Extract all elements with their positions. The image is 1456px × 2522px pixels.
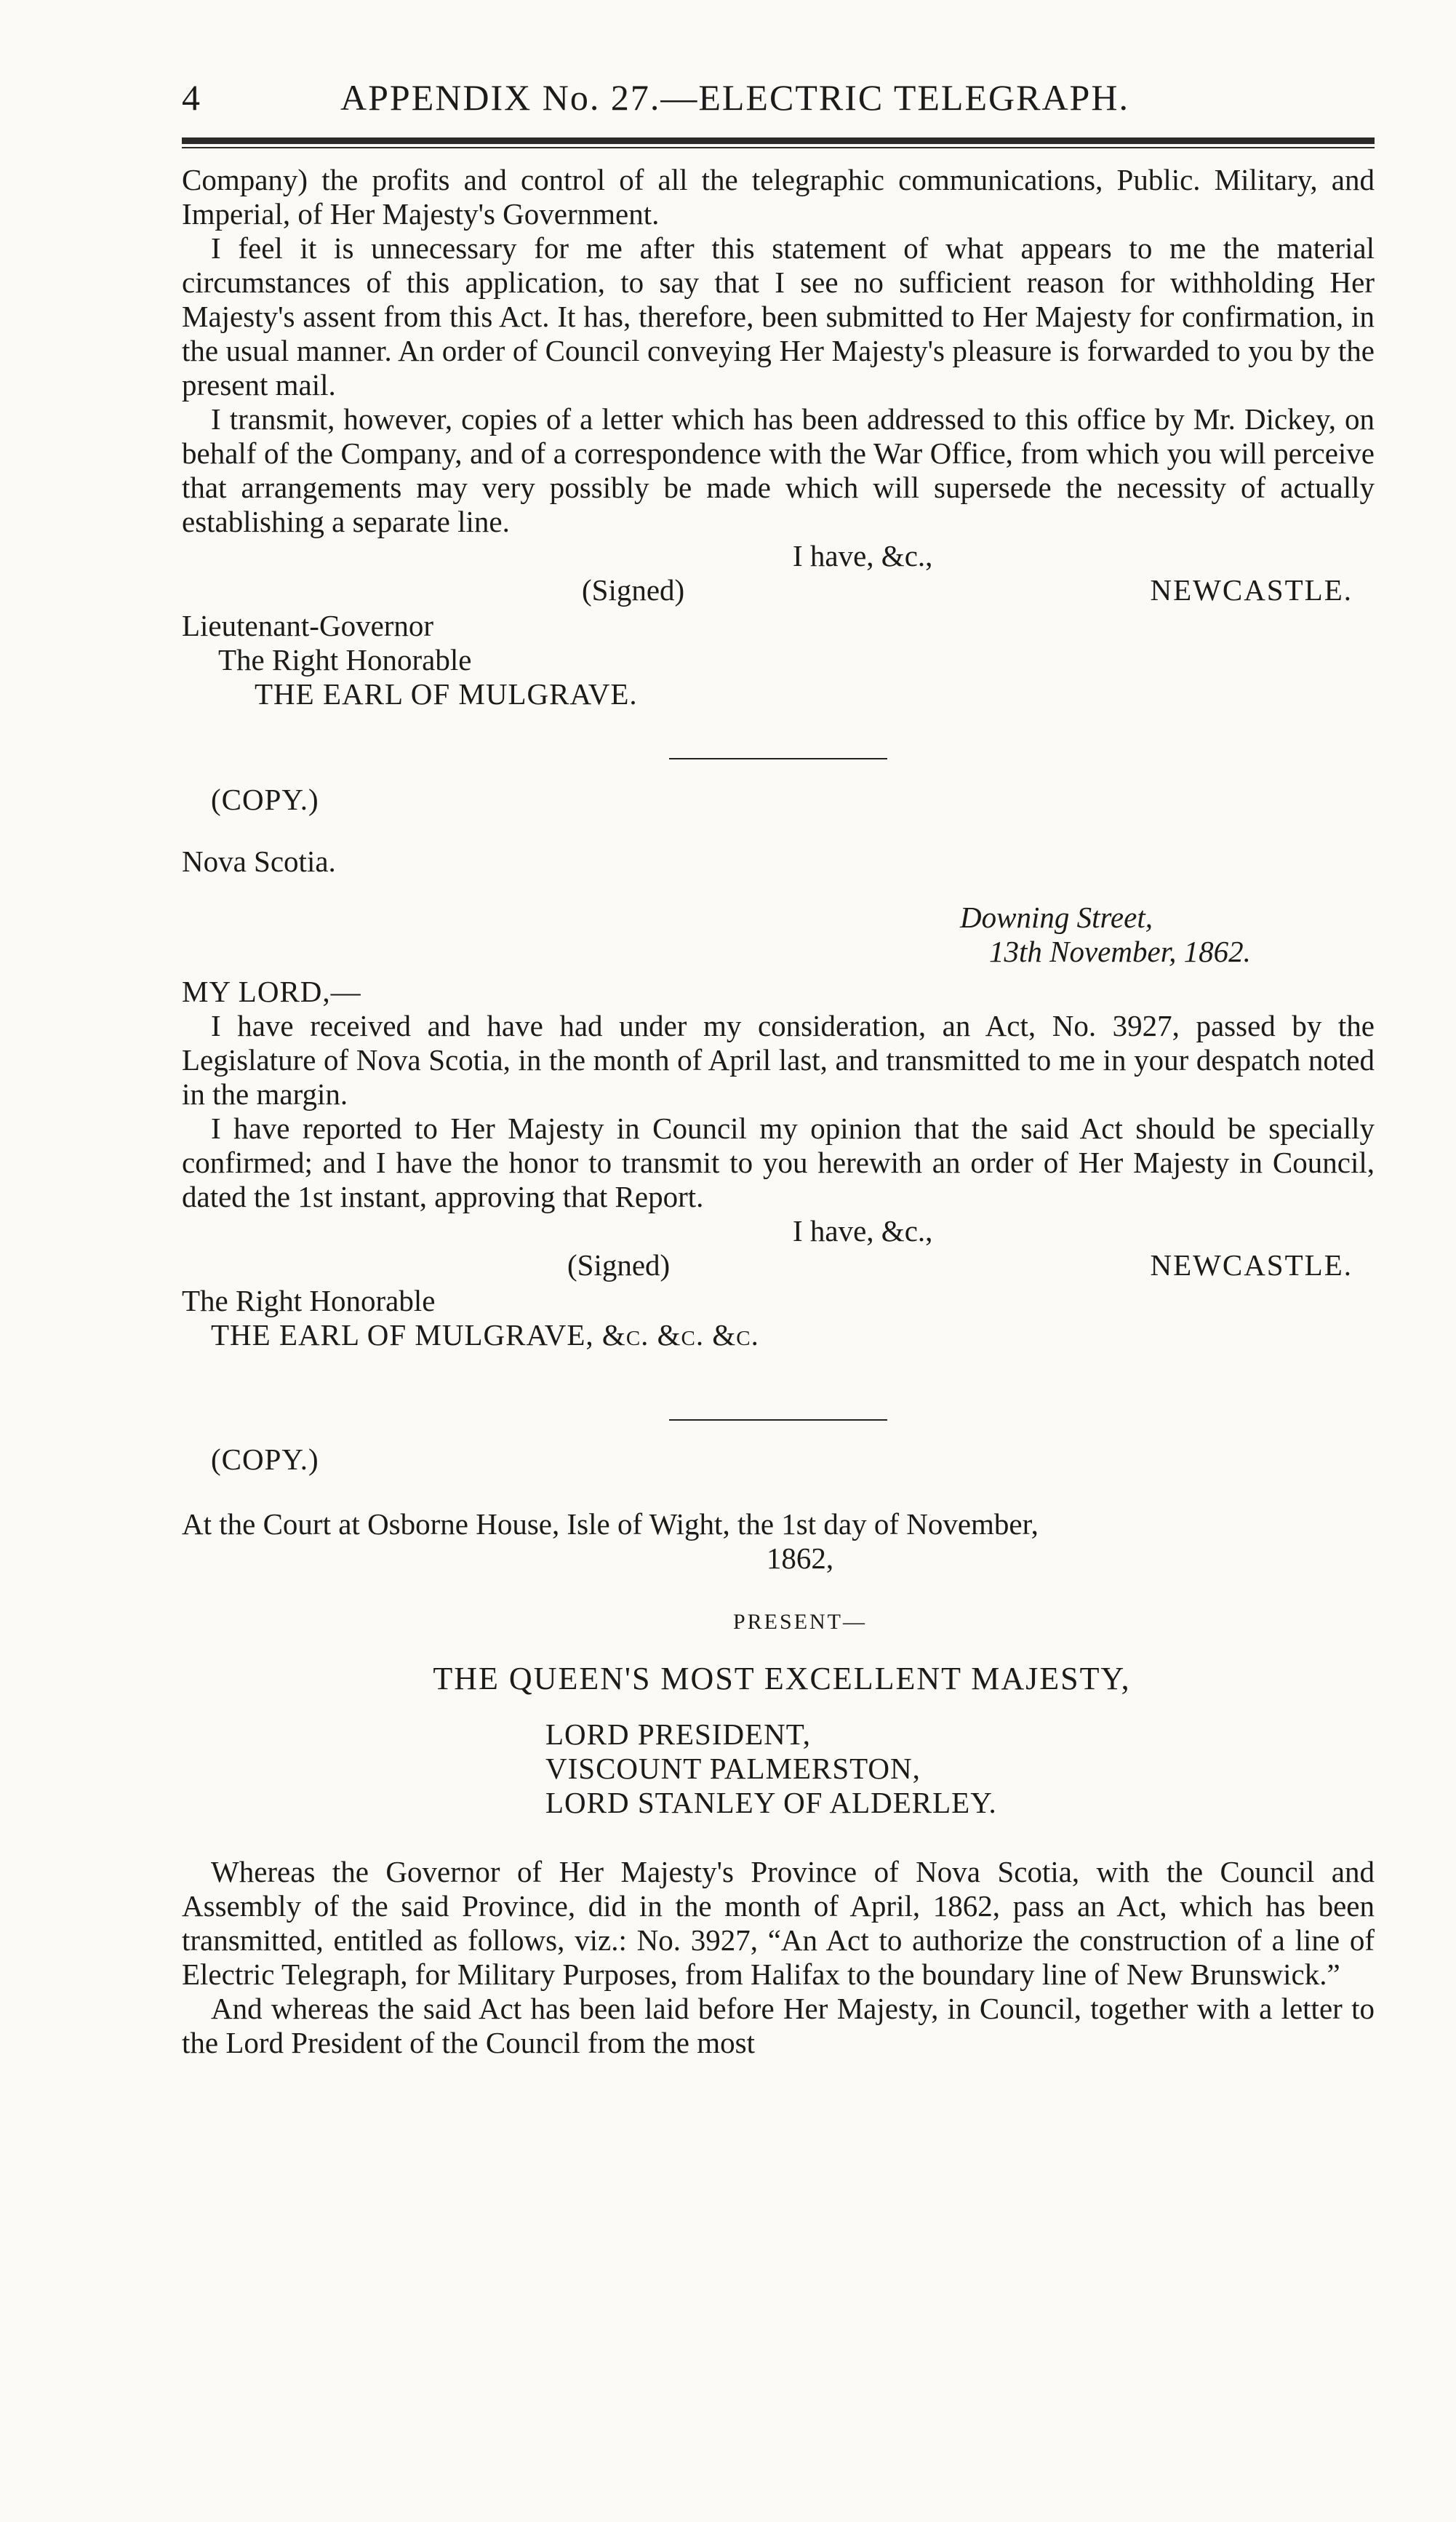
letter1-body — [182, 163, 1375, 539]
section-separator — [669, 1419, 887, 1421]
council-member: VISCOUNT PALMERSTON, — [545, 1752, 921, 1785]
letter2-date — [182, 935, 1375, 969]
addressee-line: Lieutenant-Governor — [182, 609, 434, 642]
letter2-copy-label: (COPY.) — [211, 783, 319, 816]
header-rule-thin — [182, 147, 1375, 148]
page-number: 4 — [182, 77, 201, 118]
letter2-date-text: 13th November, 1862. — [989, 935, 1251, 968]
letter1-paragraph: Company) the profits and control of all the telegraphic communications, Public. Military, and Imperial, of Her Majesty's Government. — [182, 163, 1375, 231]
letter1-addressee — [182, 609, 1375, 711]
council-member: LORD PRESIDENT, — [545, 1717, 812, 1751]
addressee-line: The Right Honorable — [218, 643, 472, 677]
order-present-label: PRESENT— — [732, 1610, 868, 1634]
order-present-members — [182, 1717, 1375, 1820]
letter2-closing: I have, &c., — [793, 1214, 933, 1248]
letter2-addressee — [182, 1284, 1375, 1352]
letter2-signer: NEWCASTLE. — [1150, 1248, 1353, 1282]
order-court-year: 1862, — [766, 1541, 834, 1575]
letter1-paragraph: I feel it is unnecessary for me after this statement of what appears to me the material circumstances of this application, to say that I see no sufficient reason for withholding Her Majesty's assent from this Act. It has, therefore, been submitted to Her Majesty for confirmation, in the usual manner. An order of Council conveying Her Majesty's pleasure is forwarded to you by the present mail. — [182, 231, 1375, 402]
order-body — [182, 1855, 1375, 2060]
letter2-province: Nova Scotia. — [182, 845, 336, 878]
council-member: LORD STANLEY OF ALDERLEY. — [545, 1786, 997, 1819]
order-paragraph: And whereas the said Act has been laid before Her Majesty, in Council, together with a letter to the Lord President of the Council from the most — [182, 1992, 1375, 2059]
letter1-signature-row — [182, 573, 1375, 607]
order-court-line: At the Court at Osborne House, Isle of Wight, the 1st day of November, — [182, 1507, 1039, 1541]
addressee-line: THE EARL OF MULGRAVE. — [255, 677, 638, 711]
letter2-paragraph: I have received and have had under my consideration, an Act, No. 3927, passed by the Legislature of Nova Scotia, in the month of April last, and transmitted to me in your despatch noted in the margin. — [182, 1009, 1375, 1111]
letter2-paragraph: I have reported to Her Majesty in Council my opinion that the said Act should be specially confirmed; and I have the honor to transmit to you herewith an order of Her Majesty in Council, dated the 1st instant, approving that Report. — [182, 1112, 1375, 1213]
header-rule-thick — [182, 137, 1375, 144]
letter2-signature-row — [182, 1248, 1375, 1282]
letter1-signed-label: (Signed) — [582, 573, 685, 607]
section-separator — [669, 758, 887, 759]
running-header — [182, 76, 1375, 127]
letter2-body — [182, 1009, 1375, 1214]
page-title: APPENDIX No. 27.—ELECTRIC TELEGRAPH. — [340, 77, 1129, 118]
addressee-line: The Right Honorable — [182, 1284, 436, 1317]
order-copy-label: (COPY.) — [211, 1442, 319, 1476]
letter2-place: Downing Street, — [960, 901, 1153, 934]
letter1-closing: I have, &c., — [793, 539, 933, 572]
letter1-signer: NEWCASTLE. — [1150, 573, 1353, 607]
addressee-line: THE EARL OF MULGRAVE, &c. &c. &c. — [211, 1318, 759, 1352]
order-majesty: THE QUEEN'S MOST EXCELLENT MAJESTY, — [433, 1661, 1131, 1696]
letter2-salutation: MY LORD,— — [182, 975, 361, 1008]
letter1-paragraph: I transmit, however, copies of a letter which has been addressed to this office by Mr. Dickey, on behalf of the Company, and of a correspondence with the War Office, from which you will perceive that arrangements may very possibly be made which will supersede the necessity of actually establishing a separate line. — [182, 402, 1375, 538]
letter2-signed-label: (Signed) — [567, 1248, 671, 1282]
document-page — [182, 76, 1375, 2060]
order-paragraph: Whereas the Governor of Her Majesty's Province of Nova Scotia, with the Council and Assembly of the said Province, did in the month of April, 1862, pass an Act, which has been transmitted, entitled as follows, viz.: No. 3927, “An Act to authorize the construction of a line of Electric Telegraph, for Military Purposes, from Halifax to the boundary line of New Brunswick.” — [182, 1855, 1375, 1991]
